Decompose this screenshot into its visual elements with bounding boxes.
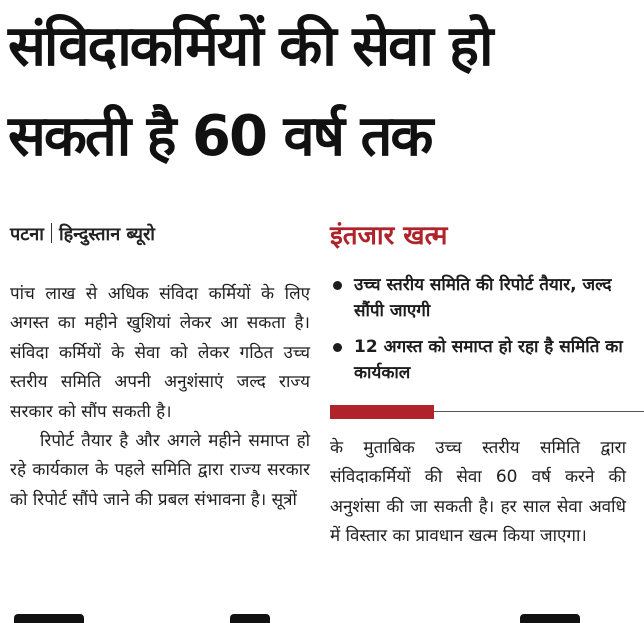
byline-source: हिन्दुस्तान ब्यूरो [58,224,155,245]
sidebar-title: इंतजार खत्म [330,221,448,251]
sidebar-bullet-1: उच्च स्तरीय समिति की रिपोर्ट तैयार, जल्द सौंपी जाएगी [330,272,630,324]
article-paragraph-2: रिपोर्ट तैयार है और अगले महीने समाप्त हो रहे कार्यकाल के पहले समिति द्वारा राज्य सरकार को रिपोर्ट सौंपे जाने की प्रबल संभावना है। सूत्रों [10,431,310,510]
article-right-column [330,434,626,552]
cropped-glyph [14,614,84,623]
headline-line-2: सकती है 60 वर्ष तक [8,104,432,169]
sidebar-bullet-2: 12 अगस्त को समाप्त हो रहा है समिति का कार्यकाल [330,334,630,386]
headline-line-1: संविदाकर्मियों की सेवा हो [8,14,492,79]
sidebar-divider-line [434,411,644,412]
byline [10,222,155,246]
next-headline-cropped [0,600,644,623]
article-left-column [10,280,310,515]
byline-separator [51,223,52,243]
article-paragraph-3: के मुताबिक उच्च स्तरीय समिति द्वारा संविदाकर्मियों की सेवा 60 वर्ष करने की अनुशंसा की जा सकती है। हर साल सेवा अवधि में विस्तार का प्रावधान खत्म किया जाएगा। [330,438,626,547]
cropped-glyph [520,614,580,623]
article-paragraph-1: पांच लाख से अधिक संविदा कर्मियों के लिए अगस्त का महीने खुशियां लेकर आ सकता है। संविदा कर्मियों के सेवा को लेकर गठित उच्च स्तरीय समिति अपनी अनुशंसाएं जल्द राज्य सरकार को सौंप सकती है। [10,284,310,422]
byline-place: पटना [10,224,44,245]
sidebar-divider-accent [330,405,434,419]
cropped-glyph [230,614,270,623]
sidebar-bullet-list [330,272,630,396]
headline [8,2,638,182]
